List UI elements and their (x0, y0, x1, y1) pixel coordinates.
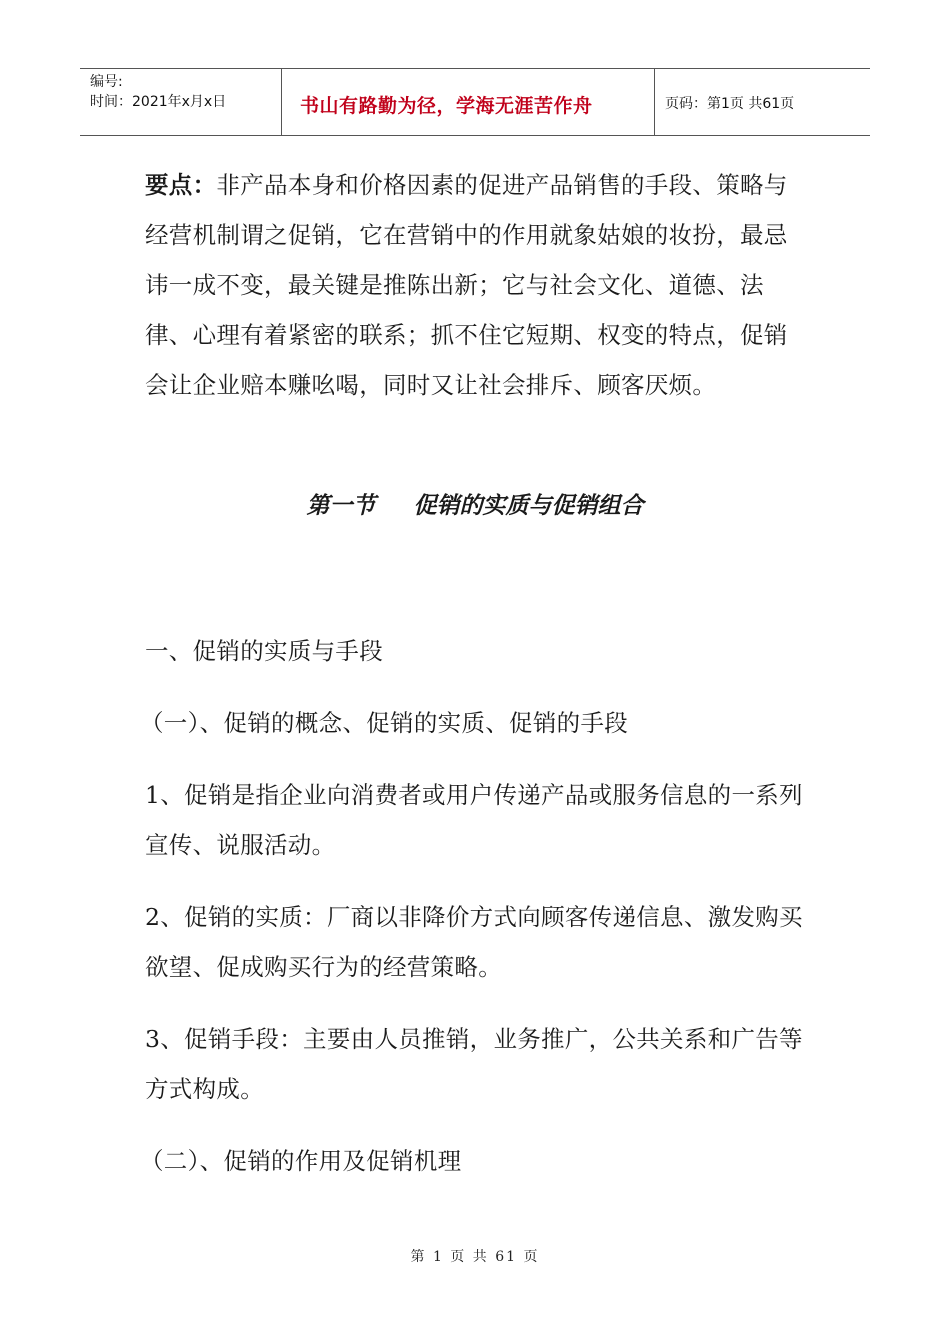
subheading-2: （二）、促销的作用及促销机理 (140, 1147, 462, 1175)
page-header (80, 68, 870, 136)
section-name: 促销的实质与促销组合 (413, 493, 644, 519)
heading-1: 一、促销的实质与手段 (145, 637, 383, 665)
item-3: 3、促销手段：主要由人员推销，业务推广，公共关系和广告等方式构成。 (145, 1025, 803, 1103)
header-page-info: 页码：第1页 共61页 (665, 96, 795, 112)
section-number: 第一节 (306, 493, 376, 519)
key-points-paragraph (145, 160, 805, 410)
key-points-label: 要点： (145, 171, 217, 199)
key-points-text: 非产品本身和价格因素的促进产品销售的手段、策略与经营机制谓之促销，它在营销中的作用就象姑娘的妆扮，最忌讳一成不变，最关键是推陈出新；它与社会文化、道德、法律、心理有着紧密的联系；抓不住它短期、权变的特点，促销会让企业赔本赚吆喝，同时又让社会排斥、顾客厌烦。 (145, 171, 788, 399)
header-motto: 书山有路勤为径，学海无涯苦作舟 (282, 69, 655, 135)
section-title (0, 491, 950, 521)
header-time: 时间：2021年x月x日 (90, 94, 227, 110)
item-1: 1、促销是指企业向消费者或用户传递产品或服务信息的一系列宣传、说服活动。 (145, 781, 803, 859)
subheading-1: （一）、促销的概念、促销的实质、促销的手段 (140, 709, 629, 737)
page-footer: 第 1 页 共 61 页 (410, 1249, 540, 1265)
header-number: 编号: (90, 74, 123, 90)
header-meta (80, 69, 282, 135)
item-2: 2、促销的实质：厂商以非降价方式向顾客传递信息、激发购买欲望、促成购买行为的经营策略。 (145, 903, 803, 981)
